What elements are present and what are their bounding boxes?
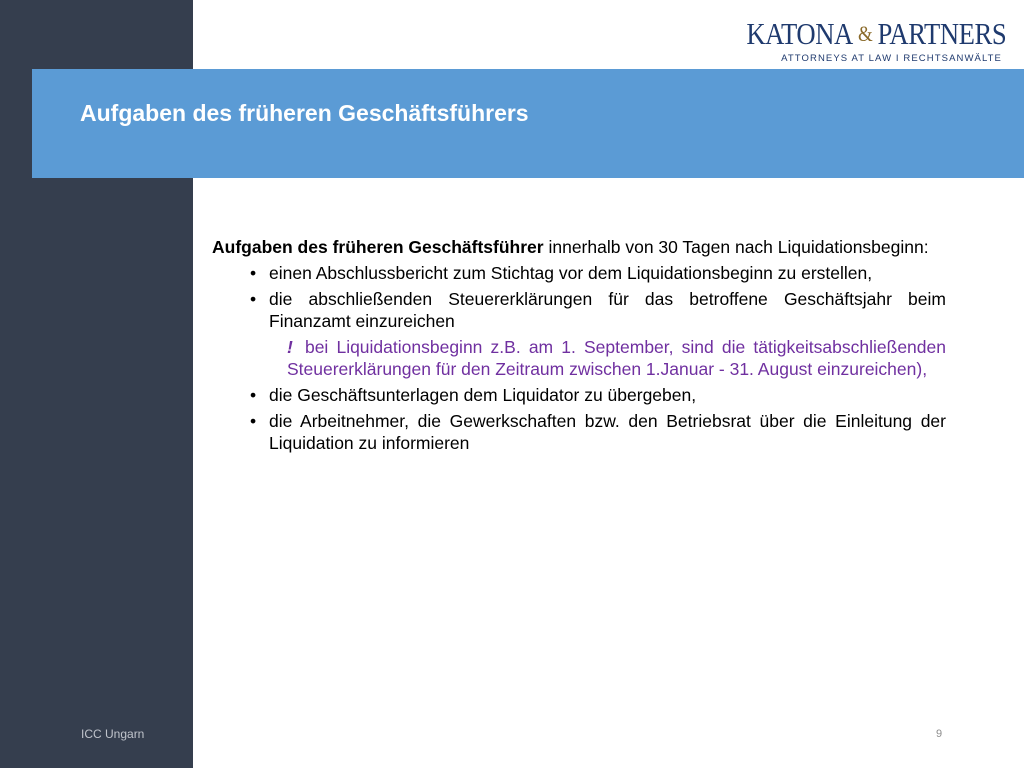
logo-wordmark xyxy=(746,16,1006,52)
intro-rest-text: innerhalb von 30 Tagen nach Liquidationsbeginn: xyxy=(543,237,929,257)
list-item-text: die abschließenden Steuererklärungen für das betroffene Geschäftsjahr beim Finanzamt einzureichen xyxy=(269,289,946,331)
list-item xyxy=(212,384,946,406)
slide-title: Aufgaben des früheren Geschäftsführers xyxy=(80,100,529,126)
note-paragraph xyxy=(212,336,946,380)
exclamation-icon: ! xyxy=(287,337,293,357)
list-item xyxy=(212,410,946,454)
logo-tagline: ATTORNEYS AT LAW I RECHTSANWÄLTE xyxy=(781,53,1002,64)
note-text: bei Liquidationsbeginn z.B. am 1. September, sind die tätigkeitsabschließenden Steuererklärungen für den Zeitraum zwischen 1.Januar - 31. August einzureichen), xyxy=(287,337,946,379)
logo-name-right: PARTNERS xyxy=(877,16,1006,51)
page-number: 9 xyxy=(936,728,943,740)
bullet-icon: • xyxy=(250,263,257,283)
list-item xyxy=(212,262,946,284)
intro-paragraph xyxy=(212,236,946,258)
bullet-icon: • xyxy=(250,385,257,405)
list-item-text: die Arbeitnehmer, die Gewerkschaften bzw. den Betriebsrat über die Einleitung der Liquidation zu informieren xyxy=(269,411,946,453)
bullet-icon: • xyxy=(250,289,257,309)
list-item xyxy=(212,288,946,332)
slide-content xyxy=(212,236,946,458)
company-logo xyxy=(748,16,1006,66)
bullet-icon: • xyxy=(250,411,257,431)
title-band xyxy=(32,69,1024,178)
logo-ampersand: & xyxy=(857,21,873,46)
list-item-text: einen Abschlussbericht zum Stichtag vor dem Liquidationsbeginn zu erstellen, xyxy=(269,263,873,283)
logo-name-left: KATONA xyxy=(746,16,853,51)
intro-bold-text: Aufgaben des früheren Geschäftsführer xyxy=(212,237,544,257)
footer-label: ICC Ungarn xyxy=(81,727,145,741)
list-item-text: die Geschäftsunterlagen dem Liquidator zu übergeben, xyxy=(269,385,697,405)
